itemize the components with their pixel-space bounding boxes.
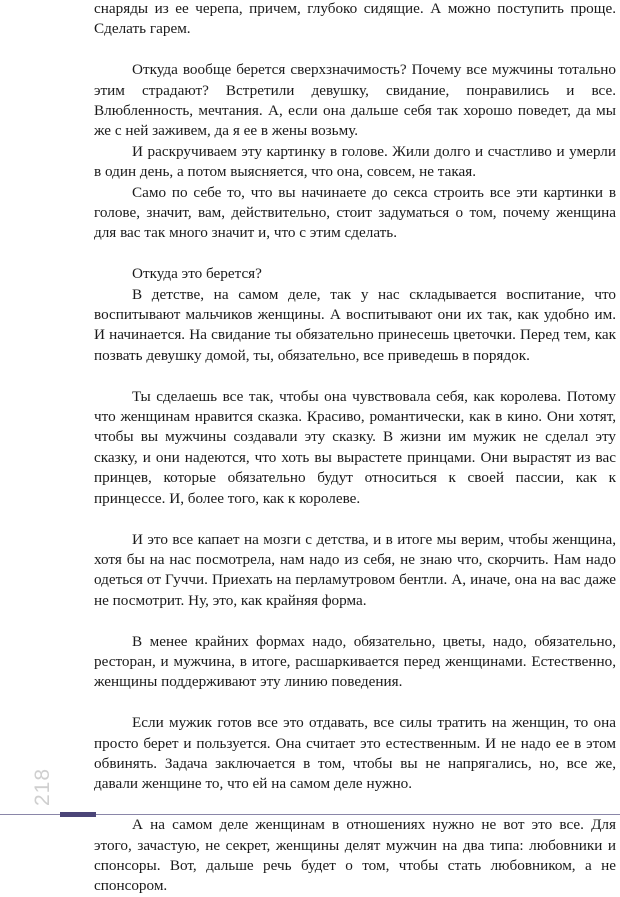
paragraph-gap bbox=[94, 693, 616, 713]
paragraph: А на самом деле женщинам в отношениях нужно не вот это все. Для этого, зачастую, не секрет, женщины делят мужчин на два типа: любовники и спонсоры. Вот, дальше речь будет о том, чтобы стать любовником, а не спонсором. bbox=[94, 816, 616, 895]
paragraph-gap bbox=[94, 611, 616, 631]
paragraph-gap bbox=[94, 40, 616, 60]
paragraph: Ты сделаешь все так, чтобы она чувствовала себя, как королева. Потому что женщинам нравится сказка. Красиво, романтически, как в кино. Они хотят, чтобы вы мужчины создавали эту сказку. В жизни им мужик не сделал эту сказку, и они надеются, что хоть вы вырастете принцами. Они вырастят из вас принцев, которые обязательно будут относиться к своей пассии, как к принцессе. И, более того, как к королеве. bbox=[94, 387, 616, 507]
paragraph-gap bbox=[94, 244, 616, 264]
paragraph: Откуда это берется? bbox=[132, 265, 262, 283]
paragraph: Откуда вообще берется сверхзначимость? Почему все мужчины тотально этим страдают? Встретили девушку, свидание, понравились и все. Влюбленность, мечтания. А, если она дальше себя так хорошо поведет, да мы же с ней заживем, да я ее в жены возьму. bbox=[94, 61, 616, 140]
paragraph: В менее крайних формах надо, обязательно, цветы, надо, обязательно, ресторан, и мужчина, в итоге, расшаркивается перед женщинами. Естественно, женщины поддерживают эту линию поведения. bbox=[94, 632, 616, 691]
paragraph: И это все капает на мозги с детства, и в итоге мы верим, чтобы женщина, хотя бы на нас посмотрела, нам надо из себя, не знаю что, скорчить. Нам надо одеться от Гуччи. Приехать на перламутровом бентли. А, иначе, она на вас даже не посмотрит. Ну, это, как крайняя форма. bbox=[94, 530, 616, 609]
page-number-label: 218 bbox=[31, 767, 54, 807]
paragraph: снаряды из ее черепа, причем, глубоко сидящие. А можно поступить проще. Сделать гарем. bbox=[94, 0, 616, 38]
paragraph: В детстве, на самом деле, так у нас складывается воспитание, что воспитывают мальчиков женщины. А воспитывают они их так, как удобно им. И начинается. На свидание ты обязательно принесешь цветочки. Перед тем, как позвать девушку домой, ты, обязательно, все приведешь в порядок. bbox=[94, 285, 616, 364]
paragraph: И раскручиваем эту картинку в голове. Жили долго и счастливо и умерли в один день, а потом выясняется, что она, совсем, не такая. bbox=[94, 142, 616, 181]
paragraph-gap bbox=[94, 509, 616, 529]
paragraph-gap bbox=[94, 795, 616, 815]
paragraph: Само по себе то, что вы начинаете до секса строить все эти картинки в голове, значит, вам, действительно, стоит задуматься о том, почему женщина для вас так много значит и, что с этим сделать. bbox=[94, 183, 616, 242]
paragraph-gap bbox=[94, 366, 616, 386]
paragraph: Если мужик готов все это отдавать, все силы тратить на женщин, то она просто берет и пользуется. Она считает это естественным. И не надо ее в этом обвинять. Задача заключается в том, чтобы вы не напрягались, но, все же, давали женщине то, что ей на самом деле нужно. bbox=[94, 714, 616, 793]
page-body bbox=[94, 0, 616, 897]
footer-rule-accent bbox=[60, 812, 96, 817]
page-number bbox=[28, 762, 58, 812]
